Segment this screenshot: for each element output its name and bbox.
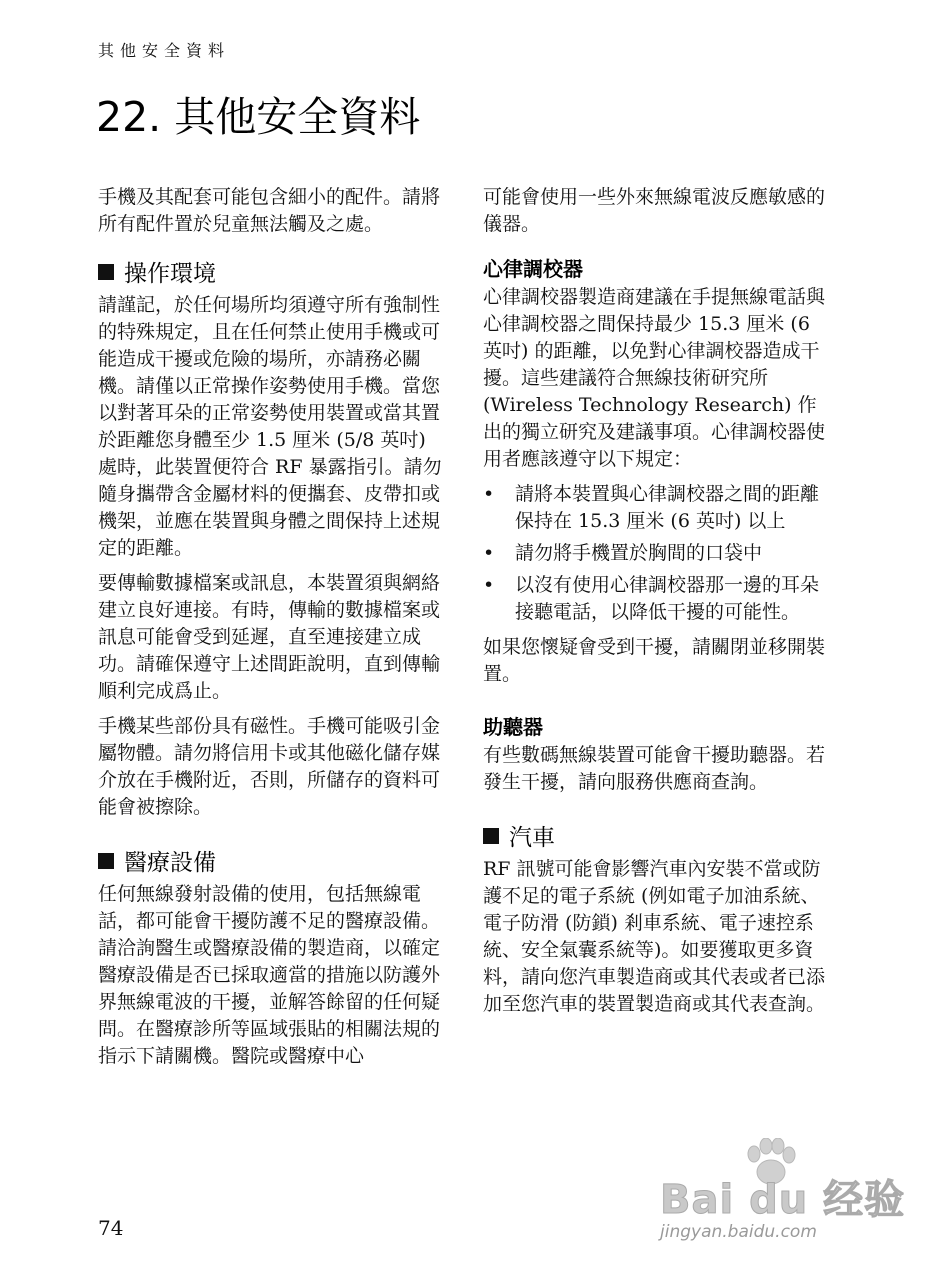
intro-paragraph: 手機及其配套可能包含細小的配件。請將所有配件置於兒童無法觸及之處。 bbox=[98, 186, 441, 235]
list-item bbox=[483, 572, 831, 626]
section-heading-label: 汽車 bbox=[509, 825, 555, 851]
square-bullet-icon bbox=[98, 853, 114, 869]
list-item-text: 請將本裝置與心律調校器之間的距離保持在 15.3 厘米 (6 英吋) 以上 bbox=[515, 483, 820, 532]
section-heading-label: 醫療設備 bbox=[124, 850, 216, 876]
vehicle-paragraph: RF 訊號可能會影響汽車內安裝不當或防護不足的電子系統 (例如電子加油系統、電子防滑 (防鎖) 剎車系統、電子速控系統、安全氣囊系統等)。如要獲取更多資料，請向您汽車製造商或其代表或者已添加至您汽車的裝置製造商或其代表查詢。 bbox=[483, 858, 826, 1015]
bullet-icon: • bbox=[483, 574, 495, 596]
bullet-icon: • bbox=[483, 542, 495, 564]
section-heading-medical bbox=[98, 847, 446, 879]
operating-env-paragraph-1: 請謹記，於任何場所均須遵守所有強制性的特殊規定，且在任何禁止使用手機或可能造成干擾或危險的場所，亦請務必關機。請僅以正常操作姿勢使用手機。當您以對著耳朵的正常姿勢使用裝置或當其置於距離您身體至少 1.5 厘米 (5/8 英吋) 處時，此裝置便符合 RF 暴露指引。請勿隨身攜帶含金屬材料的便攜套、皮帶扣或機架，並應在裝置與身體之間保持上述規定的距離。 bbox=[98, 294, 442, 559]
sub-heading-hearing-aid: 助聽器 bbox=[483, 715, 543, 739]
left-column bbox=[98, 184, 446, 1078]
bullet-icon: • bbox=[483, 483, 495, 505]
section-heading-vehicle bbox=[483, 822, 831, 854]
watermark-domain: jingyan.baidu.com bbox=[660, 1222, 817, 1242]
list-item bbox=[483, 540, 831, 567]
operating-env-paragraph-2: 要傳輸數據檔案或訊息，本裝置須與網絡建立良好連接。有時，傳輸的數據檔案或訊息可能會受到延遲，直至連接建立成功。請確保遵守上述間距說明，直到傳輸順利完成爲止。 bbox=[98, 572, 441, 702]
right-column bbox=[483, 184, 831, 1026]
pacemaker-bullet-list bbox=[483, 481, 831, 626]
hearing-aid-paragraph: 有些數碼無線裝置可能會干擾助聽器。若發生干擾，請向服務供應商查詢。 bbox=[483, 744, 826, 793]
section-heading-label: 操作環境 bbox=[124, 261, 216, 287]
list-item-text: 以沒有使用心律調校器那一邊的耳朵接聽電話，以降低干擾的可能性。 bbox=[515, 574, 820, 623]
square-bullet-icon bbox=[483, 828, 499, 844]
pacemaker-paragraph: 心律調校器製造商建議在手提無線電話與心律調校器之間保持最少 15.3 厘米 (6 英吋) 的距離，以免對心律調校器造成干擾。這些建議符合無線技術研究所 (Wireless Technology Research) 作出的獨立研究及建議事項。心律調校器使用者應該遵守以下規定： bbox=[483, 286, 826, 470]
sub-heading-pacemaker: 心律調校器 bbox=[483, 257, 583, 281]
section-heading-operating-environment bbox=[98, 258, 446, 290]
square-bullet-icon bbox=[98, 264, 114, 280]
medical-paragraph: 任何無線發射設備的使用，包括無線電話，都可能會干擾防護不足的醫療設備。請洽詢醫生或醫療設備的製造商，以確定醫療設備是否已採取適當的措施以防護外界無線電波的干擾，並解答餘留的任何疑問。在醫療診所等區域張貼的相關法規的指示下請關機。醫院或醫療中心 bbox=[98, 883, 441, 1067]
page-number: 74 bbox=[98, 1216, 124, 1240]
list-item bbox=[483, 481, 831, 535]
watermark bbox=[660, 1138, 906, 1268]
running-header: 其他安全資料 bbox=[98, 41, 231, 60]
operating-env-paragraph-3: 手機某些部份具有磁性。手機可能吸引金屬物體。請勿將信用卡或其他磁化儲存媒介放在手機附近，否則，所儲存的資料可能會被擦除。 bbox=[98, 715, 441, 818]
watermark-brand: Bai du 经验 bbox=[660, 1177, 906, 1223]
chapter-title: 22. 其他安全資料 bbox=[96, 93, 421, 141]
continuation-paragraph: 可能會使用一些外來無線電波反應敏感的儀器。 bbox=[483, 186, 826, 235]
pacemaker-closing-paragraph: 如果您懷疑會受到干擾，請關閉並移開裝置。 bbox=[483, 636, 826, 685]
list-item-text: 請勿將手機置於胸間的口袋中 bbox=[515, 542, 763, 564]
